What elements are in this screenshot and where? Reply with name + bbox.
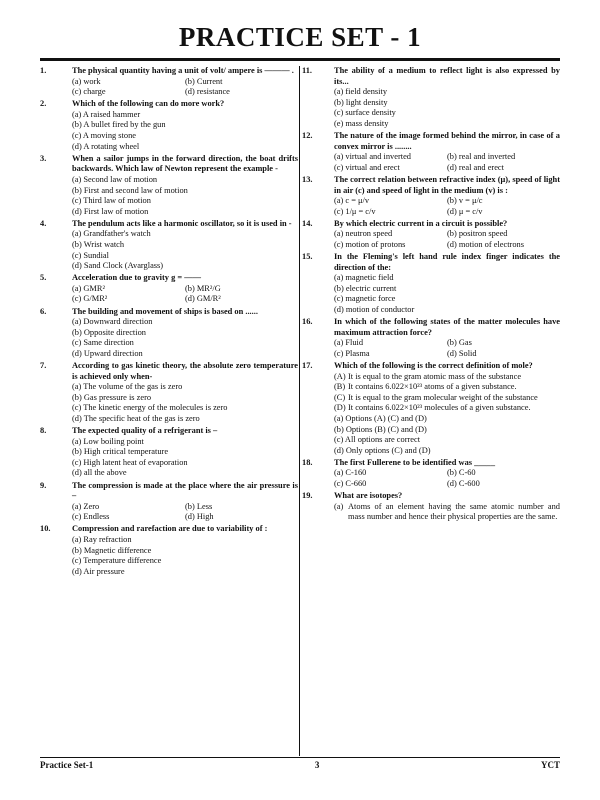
- question-text: In which of the following states of the matter molecules have maximum attraction force?: [334, 317, 560, 337]
- question-options: [72, 229, 298, 271]
- question-number: 1.: [40, 66, 47, 75]
- question-number: 2.: [40, 99, 47, 109]
- question-head: [40, 66, 298, 77]
- statement-text: It is equal to the gram atomic mass of the substance: [348, 371, 522, 381]
- option-item: (d) First law of motion: [72, 206, 149, 216]
- option-list: [334, 87, 560, 129]
- question-item: [40, 66, 298, 98]
- question-number: 3.: [40, 153, 47, 163]
- option-item: (b) Less: [185, 501, 213, 511]
- option-item: (d) μ = c/v: [447, 206, 483, 216]
- question-head: [40, 426, 298, 437]
- question-text: Which of the following is the correct definition of mole?: [334, 361, 533, 371]
- option-item: (b) C-60: [447, 468, 476, 478]
- question-text: Acceleration due to gravity g = ——: [72, 273, 201, 283]
- option-list: [72, 502, 298, 523]
- option-item: (c) Temperature difference: [72, 556, 162, 566]
- option-item: (b) real and inverted: [447, 152, 516, 162]
- option-list: [72, 229, 298, 271]
- option-list: [72, 77, 298, 98]
- question-number: 10.: [40, 524, 51, 534]
- question-head: [40, 219, 298, 230]
- option-item: (c) The kinetic energy of the molecules is zero: [72, 403, 228, 413]
- option-list: [334, 229, 560, 250]
- option-item: (b) MR²/G: [185, 283, 221, 293]
- question-options: [72, 284, 298, 305]
- question-text: According to gas kinetic theory, the absolute zero temperature is achieved only when-: [72, 361, 298, 381]
- question-item: [302, 219, 560, 251]
- option-item: (b) First and second law of motion: [72, 185, 188, 195]
- question-number: 19.: [302, 491, 313, 501]
- statement-label: (B): [334, 382, 346, 392]
- option-item: (b) High critical temperature: [72, 447, 169, 457]
- question-text: Which of the following can do more work?: [72, 99, 225, 109]
- statement-item: [334, 393, 560, 404]
- page-footer: [40, 760, 560, 770]
- question-item: [40, 524, 298, 577]
- option-item: (e) mass density: [334, 118, 389, 128]
- option-list: [334, 273, 560, 315]
- page-title: PRACTICE SET - 1: [178, 22, 422, 52]
- question-item: [40, 361, 298, 425]
- option-list: [72, 284, 298, 305]
- option-item: (d) GM/R²: [185, 294, 221, 304]
- option-item: (a) The volume of the gas is zero: [72, 382, 183, 392]
- question-text: What are isotopes?: [334, 491, 403, 501]
- question-options: [334, 152, 560, 173]
- question-options: [334, 468, 560, 489]
- statement-label: (D): [334, 403, 346, 413]
- question-number: 16.: [302, 317, 313, 327]
- question-number: 5.: [40, 273, 47, 283]
- question-text: The building and movement of ships is based on ......: [72, 306, 258, 316]
- question-text: The compression is made at the place where the air pressure is –: [72, 480, 298, 501]
- question-head: [40, 361, 298, 382]
- question-head: [302, 66, 560, 87]
- question-head: [302, 458, 560, 469]
- option-item: (c) 1/μ = c/v: [334, 206, 376, 216]
- question-head: [302, 491, 560, 502]
- option-item: (d) Sand Clock (Avarglass): [72, 261, 164, 271]
- question-text: Compression and rarefaction are due to variability of :: [72, 524, 268, 534]
- question-head: [40, 307, 298, 318]
- option-item: (d) real and erect: [447, 162, 504, 172]
- option-item: (b) Current: [185, 76, 223, 86]
- statement-label: (C): [334, 392, 346, 402]
- question-item: [40, 99, 298, 152]
- question-text: In the Fleming's left hand rule index finger indicates the direction of the:: [334, 252, 560, 272]
- option-item: (c) magnetic force: [334, 294, 396, 304]
- option-item: (a) Fluid: [334, 338, 364, 348]
- option-item: (d) Only options (C) and (D): [334, 445, 431, 455]
- option-item: (c) C-660: [334, 479, 367, 489]
- question-item: [40, 154, 298, 218]
- question-number: 4.: [40, 218, 47, 228]
- statement-text: It contains 6.022×10²³ molecules of a given substance.: [348, 403, 531, 413]
- question-head: [302, 131, 560, 152]
- question-number: 11.: [302, 66, 313, 75]
- question-item: [40, 426, 298, 479]
- question-head: [302, 361, 560, 372]
- question-number: 15.: [302, 252, 313, 262]
- question-options: [72, 175, 298, 217]
- option-item: (a) virtual and inverted: [334, 152, 411, 162]
- option-item: (b) light density: [334, 97, 388, 107]
- option-list: [72, 535, 298, 577]
- statement-label: (a): [334, 501, 344, 511]
- question-number: 7.: [40, 361, 47, 371]
- question-item: [302, 66, 560, 130]
- question-item: [302, 458, 560, 490]
- option-item: (c) charge: [72, 87, 106, 97]
- question-options: [72, 437, 298, 479]
- question-options: [334, 502, 560, 523]
- question-head: [302, 317, 560, 338]
- question-item: [302, 361, 560, 456]
- question-text: The first Fullerene to be identified was _____: [334, 457, 496, 467]
- question-text: The ability of a medium to reflect light is also expressed by its...: [334, 66, 560, 86]
- question-text: The pendulum acts like a harmonic oscillator, so it is used in -: [72, 218, 292, 228]
- option-item: (c) Same direction: [72, 338, 134, 348]
- option-item: (a) field density: [334, 87, 388, 97]
- question-options: [72, 317, 298, 359]
- option-item: (a) Second law of motion: [72, 174, 158, 184]
- question-options: [334, 338, 560, 359]
- question-number: 6.: [40, 306, 47, 316]
- option-item: (b) Options (B) (C) and (D): [334, 424, 427, 434]
- option-item: (a) Downward direction: [72, 317, 153, 327]
- question-item: [40, 273, 298, 305]
- option-item: (a) Options (A) (C) and (D): [334, 414, 427, 423]
- question-options: [334, 87, 560, 129]
- page-number: 3: [314, 760, 320, 770]
- option-item: (d) motion of electrons: [447, 240, 524, 249]
- column-divider: [299, 66, 300, 756]
- question-head: [40, 273, 298, 284]
- title-rule: [40, 58, 560, 61]
- option-item: (b) Gas: [447, 338, 472, 348]
- question-number: 14.: [302, 218, 313, 228]
- option-list: [334, 152, 560, 173]
- question-text: The nature of the image formed behind the mirror, in case of a convex mirror is ........: [334, 131, 560, 151]
- option-item: (a) work: [72, 76, 101, 86]
- option-item: (a) Grandfather's watch: [72, 229, 151, 239]
- question-number: 8.: [40, 426, 47, 436]
- option-item: (b) Gas pressure is zero: [72, 392, 152, 402]
- option-item: (c) Plasma: [334, 348, 370, 358]
- statement-item: [334, 382, 560, 393]
- option-item: (a) neutron speed: [334, 229, 393, 239]
- option-item: (a) c = μ/v: [334, 196, 370, 206]
- option-item: (d) Solid: [447, 348, 477, 358]
- question-options: [72, 382, 298, 424]
- question-head: [302, 252, 560, 273]
- option-item: (a) Low boiling point: [72, 436, 144, 446]
- option-item: (a) GMR²: [72, 283, 105, 293]
- question-options: [72, 110, 298, 152]
- option-item: (c) All options are correct: [334, 435, 421, 445]
- option-list: [334, 338, 560, 359]
- question-options: [72, 77, 298, 98]
- statement-text: Atoms of an element having the same atomic number and mass number and hence their physical properties are the same.: [348, 501, 560, 522]
- statement-item: [334, 502, 560, 523]
- question-text: By which electric current in a circuit is possible?: [334, 218, 508, 228]
- option-item: (d) motion of conductor: [334, 305, 415, 315]
- question-number: 9.: [40, 480, 47, 490]
- option-item: (d) all the above: [72, 468, 127, 478]
- option-item: (c) surface density: [334, 108, 396, 118]
- question-head: [302, 175, 560, 196]
- question-options: [334, 372, 560, 457]
- question-options: [334, 229, 560, 250]
- option-item: (a) Ray refraction: [72, 535, 132, 545]
- question-item: [302, 131, 560, 173]
- question-options: [334, 196, 560, 217]
- question-options: [72, 502, 298, 523]
- question-number: 13.: [302, 174, 313, 184]
- question-head: [40, 481, 298, 502]
- option-item: (a) A raised hammer: [72, 109, 141, 119]
- option-item: (d) C-600: [447, 479, 480, 489]
- option-item: (c) Sundial: [72, 250, 109, 260]
- right-column: [302, 66, 560, 524]
- question-head: [302, 219, 560, 230]
- option-item: (b) A bullet fired by the gun: [72, 120, 166, 130]
- question-head: [40, 524, 298, 535]
- option-item: (a) magnetic field: [334, 273, 394, 283]
- question-item: [40, 481, 298, 523]
- option-item: (b) positron speed: [447, 229, 508, 239]
- option-item: (d) High: [185, 512, 214, 522]
- statement-item: [334, 372, 560, 383]
- question-text: The expected quality of a refrigerant is –: [72, 426, 218, 436]
- left-column: [40, 66, 298, 579]
- statement-text: It contains 6.022×10²³ atoms of a given substance.: [348, 382, 517, 392]
- option-item: (b) Magnetic difference: [72, 545, 152, 555]
- question-options: [72, 535, 298, 577]
- option-list: [72, 175, 298, 217]
- option-item: (a) Zero: [72, 501, 100, 511]
- question-options: [334, 273, 560, 315]
- option-item: (c) virtual and erect: [334, 162, 400, 172]
- statement-label: (A): [334, 371, 346, 381]
- option-item: (b) Wrist watch: [72, 240, 125, 249]
- option-list: [72, 437, 298, 479]
- question-item: [302, 252, 560, 316]
- option-item: (c) A moving stone: [72, 131, 136, 141]
- question-number: 18.: [302, 457, 313, 467]
- option-item: (c) G/MR²: [72, 294, 108, 304]
- option-item: (d) Upward direction: [72, 348, 143, 358]
- option-item: (d) resistance: [185, 87, 230, 97]
- footer-left: Practice Set-1: [40, 760, 94, 770]
- option-list: [334, 196, 560, 217]
- question-item: [302, 175, 560, 217]
- option-item: (c) Endless: [72, 512, 110, 522]
- question-item: [40, 219, 298, 272]
- question-text: The physical quantity having a unit of volt/ ampere is ——— .: [72, 66, 294, 75]
- option-item: (d) The specific heat of the gas is zero: [72, 414, 200, 423]
- option-item: (c) motion of protons: [334, 240, 406, 249]
- option-item: (b) v = μ/c: [447, 196, 483, 206]
- footer-right: YCT: [540, 760, 560, 770]
- statement-item: [334, 403, 560, 414]
- footer-rule: [40, 757, 560, 758]
- option-list: [334, 468, 560, 489]
- option-list: [334, 414, 560, 456]
- option-item: (c) High latent heat of evaporation: [72, 457, 188, 467]
- question-head: [40, 99, 298, 110]
- option-item: (a) C-160: [334, 468, 367, 478]
- statement-text: It is equal to the gram molecular weight of the substance: [348, 392, 538, 402]
- question-text: The correct relation between refractive index (μ), speed of light in air (c) and speed of light in the medium (v) is :: [334, 174, 560, 195]
- question-item: [302, 317, 560, 359]
- question-head: [40, 154, 298, 175]
- option-list: [72, 317, 298, 359]
- question-number: 12.: [302, 131, 313, 141]
- option-item: (b) electric current: [334, 283, 397, 293]
- option-item: (d) Air pressure: [72, 566, 125, 576]
- option-item: (b) Opposite direction: [72, 327, 146, 337]
- question-item: [302, 491, 560, 523]
- option-list: [72, 110, 298, 152]
- option-item: (d) A rotating wheel: [72, 141, 140, 151]
- question-item: [40, 307, 298, 360]
- option-item: (c) Third law of motion: [72, 196, 151, 206]
- question-number: 17.: [302, 361, 313, 371]
- question-text: When a sailor jumps in the forward direction, the boat drifts backwards. Which law of Newton represent the example -: [72, 153, 298, 174]
- option-list: [72, 382, 298, 424]
